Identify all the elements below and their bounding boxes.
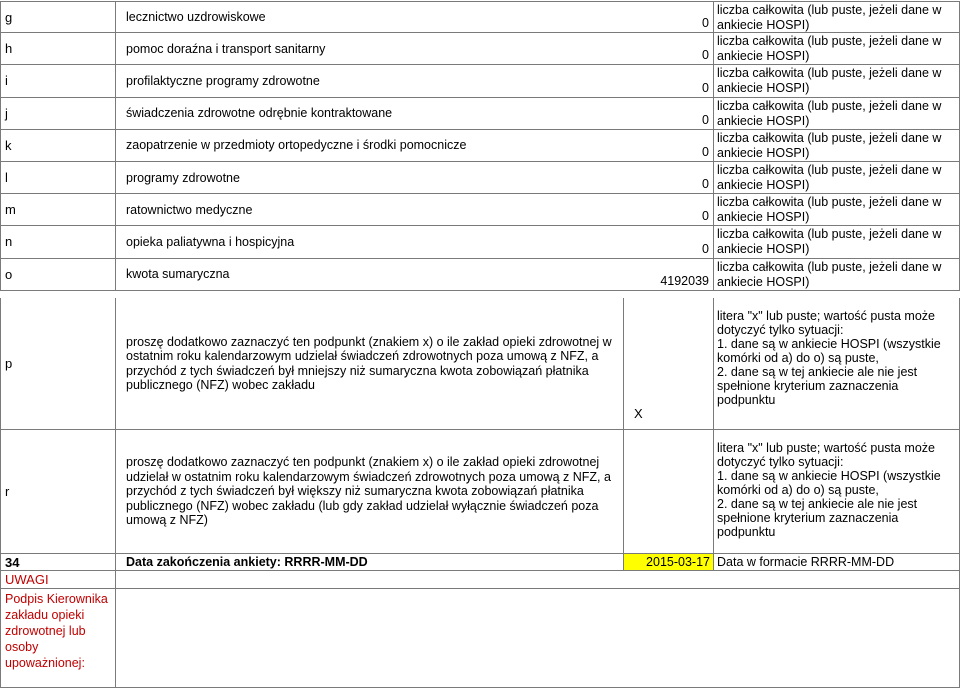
row-letter: m xyxy=(5,202,16,218)
row-34 xyxy=(0,554,960,571)
row-value: 4192039 xyxy=(660,273,709,288)
row-note: liczba całkowita (lub puste, jeżeli dane w ankiecie HOSPI) xyxy=(717,259,942,289)
row-r-note: litera "x" lub puste; wartość pusta może dotyczyć tylko sytuacji: 1. dane są w ankiecie HOSPI (wszystkie komórki od a) do o) są puste, 2. dane są w tej ankiecie ale nie jest spełnione kryterium zaznaczenia podpunktu xyxy=(717,441,941,539)
row-label: lecznictwo uzdrowiskowe xyxy=(126,10,266,25)
row-uwagi xyxy=(0,571,960,589)
row-letter: l xyxy=(5,170,8,186)
row-6 xyxy=(0,194,960,226)
row-note: liczba całkowita (lub puste, jeżeli dane w ankiecie HOSPI) xyxy=(717,3,942,32)
row-letter: k xyxy=(5,137,12,153)
row-letter: h xyxy=(5,41,13,57)
row-letter: n xyxy=(5,234,13,250)
row-label: programy zdrowotne xyxy=(126,170,240,185)
row-note: liczba całkowita (lub puste, jeżeli dane w ankiecie HOSPI) xyxy=(717,66,942,96)
row-0 xyxy=(0,1,960,33)
row-label: kwota sumaryczna xyxy=(126,267,230,282)
row-value-cell[interactable] xyxy=(116,226,714,258)
row-letter: o xyxy=(5,266,13,282)
row-value: 0 xyxy=(702,144,709,159)
row-value: 0 xyxy=(702,177,709,192)
end-date-field[interactable] xyxy=(624,554,714,571)
row-note: liczba całkowita (lub puste, jeżeli dane w ankiecie HOSPI) xyxy=(717,195,942,225)
row-p xyxy=(0,298,960,430)
row-note: liczba całkowita (lub puste, jeżeli dane w ankiecie HOSPI) xyxy=(717,98,942,128)
row-3 xyxy=(0,98,960,130)
row-letter: g xyxy=(5,9,13,25)
row-p-value: X xyxy=(634,406,643,421)
row-p-text: proszę dodatkowo zaznaczyć ten podpunkt (znakiem x) o ile zakład opieki zdrowotnej w ostatnim roku kalendarzowym udzielał świadczeń zdrowotnych poza umową z NFZ, a przychód z tych świadczeń był mniejszy niż sumaryczna kwota zobowiązań płatnika publicznego (NFZ) wobec zakładu xyxy=(126,334,612,392)
row-signature xyxy=(0,589,960,688)
row-label: zaopatrzenie w przedmioty ortopedyczne i środki pomocnicze xyxy=(126,138,467,153)
row-4 xyxy=(0,130,960,162)
signature-field[interactable] xyxy=(116,589,960,688)
end-date-value: 2015-03-17 xyxy=(646,555,710,569)
row-value-cell[interactable] xyxy=(116,98,714,130)
row-number: 34 xyxy=(5,554,20,570)
row-label: profilaktyczne programy zdrowotne xyxy=(126,73,320,88)
uwagi-label: UWAGI xyxy=(5,572,49,587)
row-value: 0 xyxy=(702,48,709,63)
row-label: opieka paliatywna i hospicyjna xyxy=(126,234,295,249)
end-date-note: Data w formacie RRRR-MM-DD xyxy=(717,555,895,569)
row-note: liczba całkowita (lub puste, jeżeli dane w ankiecie HOSPI) xyxy=(717,34,942,64)
row-p-note: litera "x" lub puste; wartość pusta może dotyczyć tylko sytuacji: 1. dane są w ankiecie HOSPI (wszystkie komórki od a) do o) są puste, 2. dane są w tej ankiecie ale nie jest spełnione kryterium zaznaczenia podpunktu xyxy=(717,309,941,407)
row-value-cell[interactable] xyxy=(116,194,714,226)
row-label: świadczenia zdrowotne odrębnie kontraktowane xyxy=(126,106,393,121)
end-date-label: Data zakończenia ankiety: RRRR-MM-DD xyxy=(126,555,368,569)
row-7 xyxy=(0,226,960,258)
row-8 xyxy=(0,259,960,291)
uwagi-field[interactable] xyxy=(116,571,960,589)
row-r xyxy=(0,430,960,554)
signature-label: Podpis Kierownika zakładu opieki zdrowotnej lub osoby upoważnionej: xyxy=(5,592,108,670)
row-value: 0 xyxy=(702,112,709,127)
row-5 xyxy=(0,162,960,194)
row-value-cell[interactable] xyxy=(116,259,714,291)
row-value-cell[interactable] xyxy=(116,33,714,65)
row-value: 0 xyxy=(702,241,709,256)
row-letter: i xyxy=(5,73,8,89)
row-letter: r xyxy=(5,484,10,499)
row-value-cell[interactable] xyxy=(116,162,714,194)
row-note: liczba całkowita (lub puste, jeżeli dane w ankiecie HOSPI) xyxy=(717,163,942,192)
row-value-cell[interactable] xyxy=(116,65,714,97)
row-label: ratownictwo medyczne xyxy=(126,202,253,217)
row-note: liczba całkowita (lub puste, jeżeli dane w ankiecie HOSPI) xyxy=(717,130,942,160)
row-p-value-cell[interactable] xyxy=(624,298,714,430)
row-1 xyxy=(0,33,960,65)
row-value: 0 xyxy=(702,209,709,224)
row-note: liczba całkowita (lub puste, jeżeli dane w ankiecie HOSPI) xyxy=(717,227,942,257)
row-r-value-cell[interactable] xyxy=(624,430,714,554)
row-value: 0 xyxy=(702,16,709,31)
row-letter: j xyxy=(5,105,8,121)
row-label: pomoc doraźna i transport sanitarny xyxy=(126,41,326,56)
row-letter: p xyxy=(5,356,13,371)
row-value: 0 xyxy=(702,80,709,95)
row-value-cell[interactable] xyxy=(116,1,714,33)
row-r-text: proszę dodatkowo zaznaczyć ten podpunkt (znakiem x) o ile zakład opieki zdrowotnej udzielał w ostatnim roku kalendarzowym świadczeń zdrowotnych poza umową z NFZ, a przychód z tych świadczeń był większy niż sumaryczna kwota zobowiązań płatnika publicznego (NFZ) wobec zakładu (lub gdy zakład udzielał wyłącznie świadczeń poza umową z NFZ) xyxy=(126,455,611,528)
row-value-cell[interactable] xyxy=(116,130,714,162)
row-2 xyxy=(0,65,960,97)
